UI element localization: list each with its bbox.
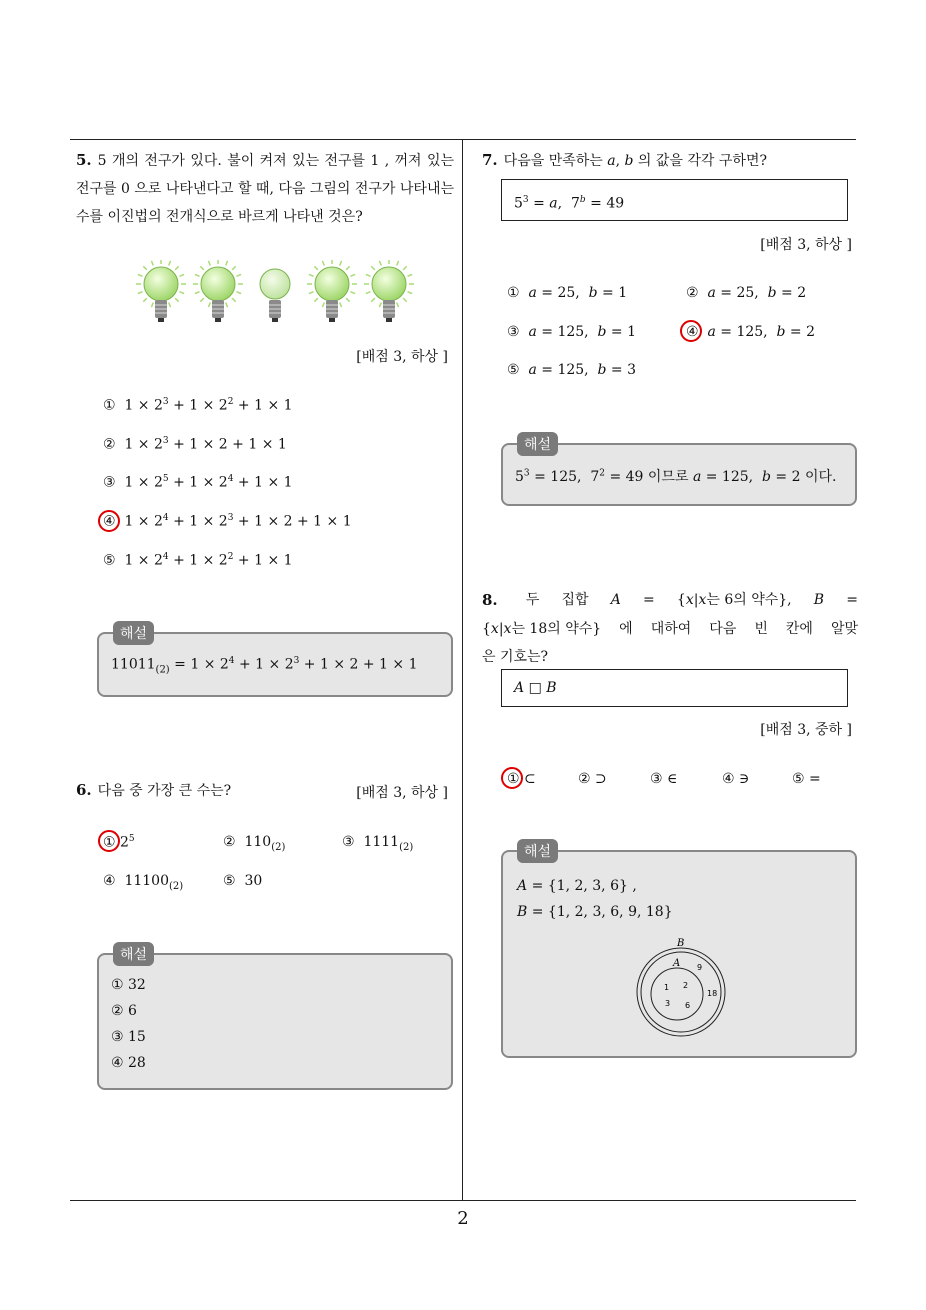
q8-option-1[interactable]: ① ⊂ [507,771,536,787]
venn-diagram [631,938,731,1038]
q6-answer-mark [98,830,120,852]
q8-solution-line-2: B = {1, 2, 3, 6, 9, 18} [517,904,673,920]
venn-element-18: 18 [707,989,718,998]
top-rule [70,139,856,140]
q6-solution-box [97,947,453,1090]
q6-solution-label: 해설 [113,942,154,966]
bulbs-illustration [135,260,415,324]
q6-text: 다음 중 가장 큰 수는? [97,783,232,799]
q8-solution-box [501,844,857,1058]
bulb-2-on [193,260,243,322]
q5-answer-mark [98,510,120,532]
q5-solution-box [97,626,453,697]
q7-option-2[interactable]: ② a = 25, b = 2 [686,285,807,301]
bulb-4-on [307,260,357,322]
q5-option-5[interactable]: ⑤ $1 \times 2^4 + 1 \times 2^2 + 1 \times 1$ [103,552,293,569]
q5-option-2[interactable]: ② $1 \times 2^3 + 1 \times 2 + 1 \times 1$ [103,436,287,453]
q7-solution-label: 해설 [517,432,558,456]
venn-element-3: 3 [665,999,671,1008]
q6-option-4[interactable]: ④ $11100_{(2)}$ [103,873,184,892]
venn-element-6: 6 [685,1001,691,1010]
q7-option-5[interactable]: ⑤ a = 125, b = 3 [507,362,637,378]
q7-score: [배점 3, 하상 ] [760,237,852,253]
bulb-5-on [364,260,414,322]
q7-question [482,146,852,175]
q6-solution-line-2: ② 6 [111,1003,137,1019]
venn-element-1: 1 [664,983,670,992]
q8-solution-line-1: A = {1, 2, 3, 6} , [517,878,637,894]
q5-question [76,146,454,231]
q5-score: [배점 3, 하상 ] [356,349,448,365]
q8-answer-mark [501,767,523,789]
q8-option-5[interactable]: ⑤ = [792,771,821,787]
q7-condition-box: $5^3 = a$, $7^b = 49$ [501,179,848,221]
q6-number: 6. [76,781,92,799]
q8-number: 8. [482,591,498,609]
q6-option-1[interactable]: ① $2^5$ [103,834,135,851]
q8-text-line-1: 8. 두 집합 A = {x|x는 6의 약수}, B = [482,591,858,609]
q6-solution-line-3: ③ 15 [111,1029,146,1045]
q8-option-4[interactable]: ④ ∋ [722,771,750,787]
venn-element-2: 2 [683,981,689,990]
q8-solution-label: 해설 [517,839,558,863]
venn-inner-circle [651,968,703,1020]
q7-text: 다음을 만족하는 a, b 의 값을 각각 구하면? [503,153,767,169]
q6-option-3[interactable]: ③ $1111_{(2)}$ [342,834,414,853]
q5-option-3[interactable]: ③ $1 \times 2^5 + 1 \times 2^4 + 1 \times 1$ [103,474,293,491]
venn-label-b: B [677,938,685,949]
q5-option-1[interactable]: ① $1 \times 2^3 + 1 \times 2^2 + 1 \times 1$ [103,397,293,414]
q8-option-2[interactable]: ② ⊃ [578,771,607,787]
page-number: 2 [457,1208,469,1229]
venn-element-9: 9 [697,963,703,972]
q8-score: [배점 3, 중하 ] [760,722,852,738]
q8-question [482,586,858,671]
bulb-3-off [260,269,290,322]
q6-option-5[interactable]: ⑤ 30 [223,873,263,889]
q6-question [76,776,336,805]
q7-solution-text: $5^3 = 125$, $7^2 = 49$ 이므로 a = 125, b = 2 이다. [515,468,837,485]
column-divider [462,139,463,1201]
q8-option-3[interactable]: ③ ∈ [650,771,678,787]
bottom-rule [70,1200,856,1201]
q6-solution-line-1: ① 32 [111,977,146,993]
q7-option-3[interactable]: ③ a = 125, b = 1 [507,324,637,340]
q5-solution-text: $11011_{(2)} = 1 \times 2^4 + 1 \times 2^3 + 1 \times 2 + 1 \times 1$ [111,656,418,676]
bulb-1-on [136,260,186,322]
q5-solution-label: 해설 [113,621,154,645]
q7-number: 7. [482,151,498,169]
q8-text-line-3: 은 기호는? [482,649,549,665]
q8-condition-box: A □ B [501,669,848,707]
q5-option-4[interactable]: ④ $1 \times 2^4 + 1 \times 2^3 + 1 \times 2 + 1 \times 1$ [103,513,352,530]
q7-answer-mark [680,320,702,342]
q6-score: [배점 3, 하상 ] [356,785,448,801]
q6-solution-line-4: ④ 28 [111,1055,146,1071]
q5-text: 5 개의 전구가 있다. 불이 켜져 있는 전구를 1 , 꺼져 있는 전구를 0 으로 나타낸다고 할 때, 다음 그림의 전구가 나타내는 수를 이진법의 전개식으로 바르게 나타낸 것은? [76,153,454,225]
q7-option-4[interactable]: ④ a = 125, b = 2 [686,324,816,340]
q6-option-2[interactable]: ② $110_{(2)}$ [223,834,286,853]
q5-number: 5. [76,151,92,169]
venn-label-a: A [673,958,681,969]
q7-option-1[interactable]: ① a = 25, b = 1 [507,285,628,301]
q7-solution-box [501,437,857,506]
q8-text-line-2: {x|x는 18의 약수} 에 대하여 다음 빈 칸에 알맞 [482,621,858,637]
